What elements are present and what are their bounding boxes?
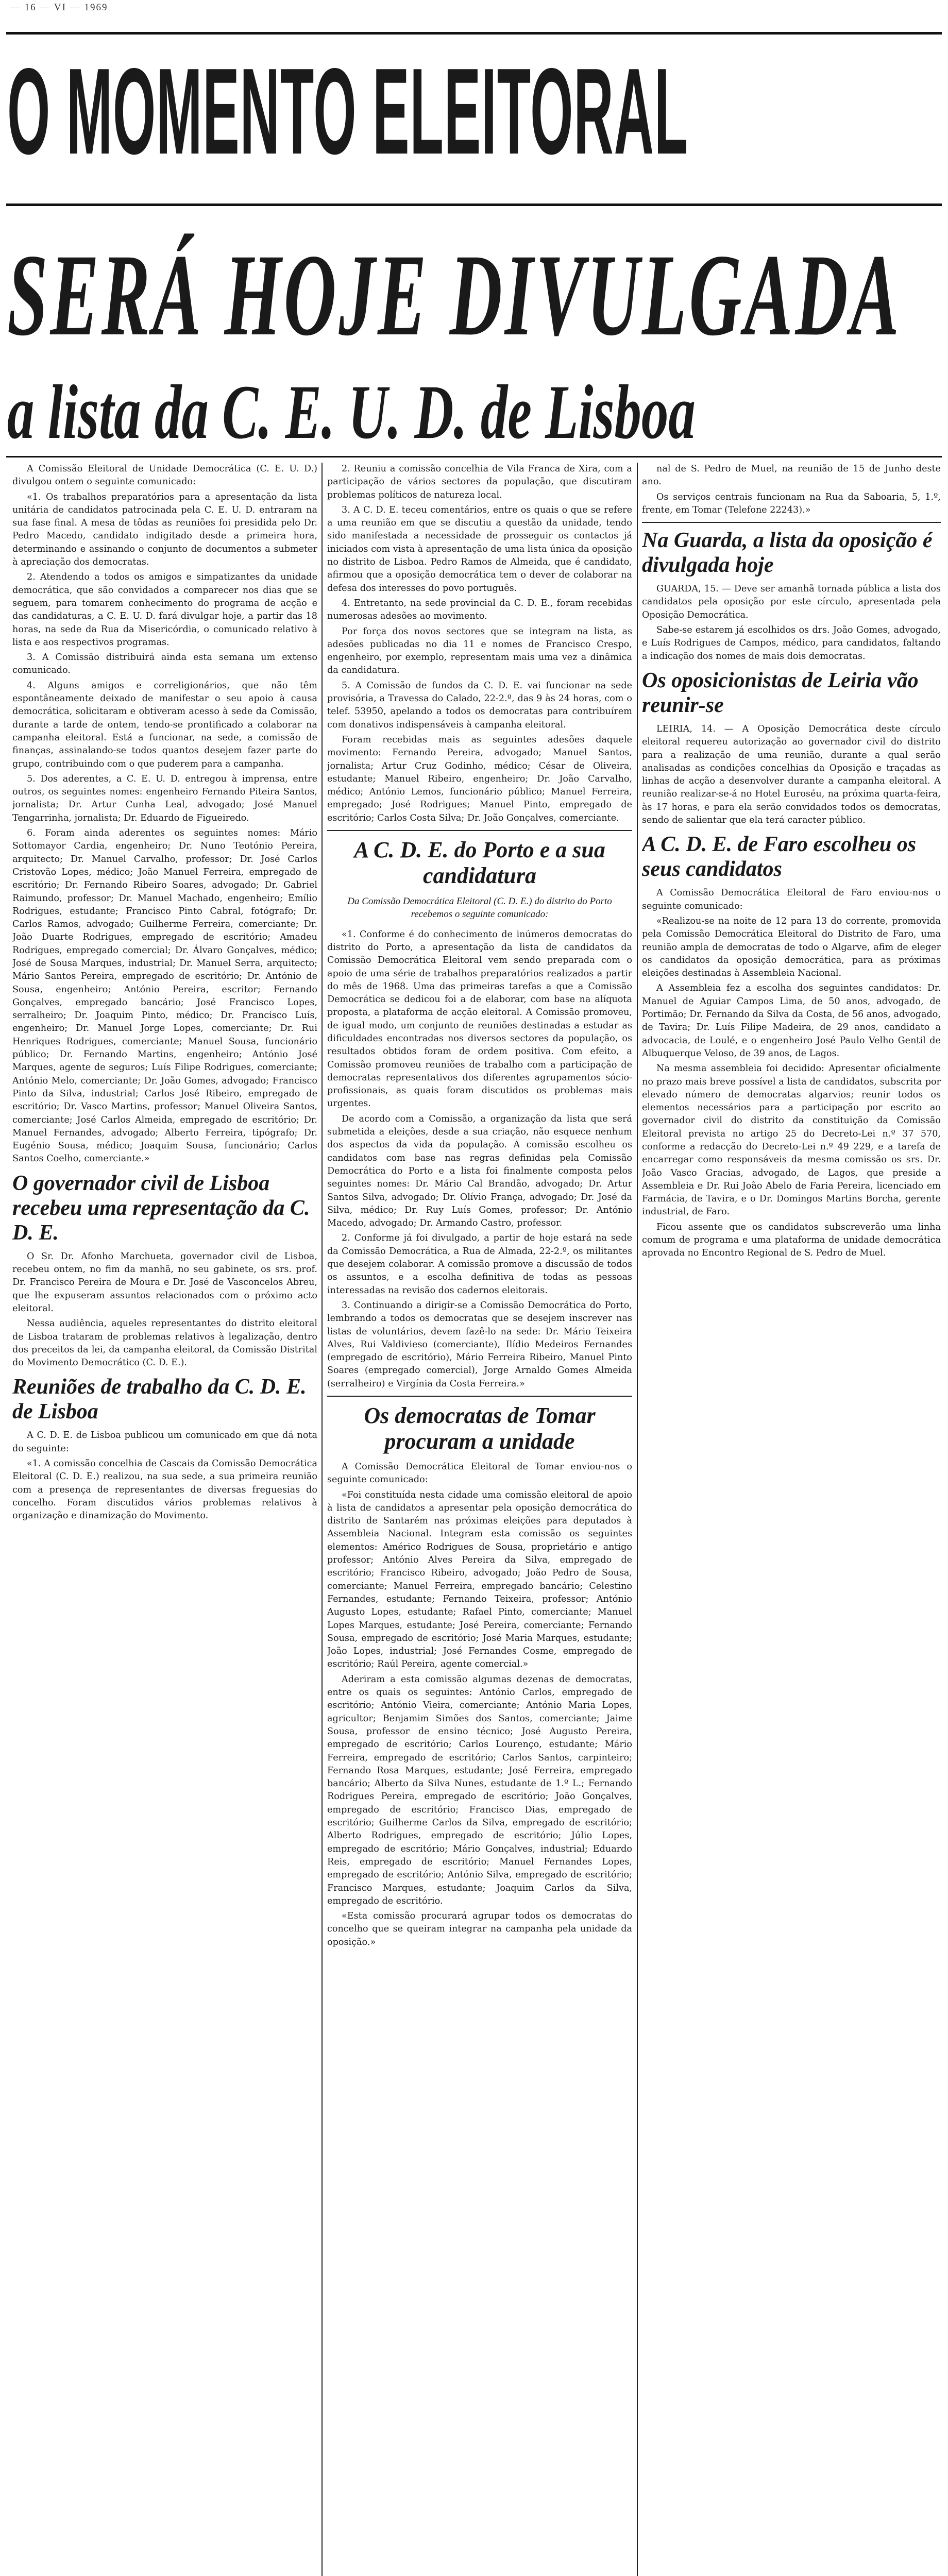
paragraph: 3. A Comissão distribuirá ainda esta semana um extenso comunicado. (12, 652, 317, 676)
date-line: — 16 — VI — 1969 (10, 2, 108, 13)
article-column-3 (642, 463, 941, 2576)
subheading-guarda: Na Guarda, a lista da oposição é divulgada hoje (642, 529, 933, 578)
subheading-faro: A C. D. E. de Faro escolheu os seus candidatos (642, 833, 917, 882)
subheading-tomar: Os democratas de Tomar procuram a unidade (364, 1403, 596, 1454)
paragraph: «1. Conforme é do conhecimento de inúmeros democratas do distrito do Porto, a apresentação da lista de candidatos da Comissão Democrática Eleitoral vem sendo preparada com o apoio de uma série de trabalhos preparatórios realizados a partir do mês de 1968. Uma das primeiras tarefas a que a Comissão Democrática se dedicou foi a de elaborar, com base na alíquota proposta, a plataforma de acção eleitoral. A Comissão promoveu, de igual modo, um conjunto de reuniões destinadas a estudar as dificuldades encontradas nos diversos sectores da população, os resultados obtidos foram de ordem positiva. Com efeito, a Comissão promoveu reuniões de trabalho com a participação de democratas representativos dos diferentes agrupamentos sócio-profissionais, as quais foram discutidos os problemas mais urgentes. (327, 929, 632, 1109)
paragraph: Por força dos novos sectores que se integram na lista, as adesões publicadas no dia 11 e nomes de Francisco Crespo, engenheiro, por exemplo, representam mais uma vez a dinâmica da candidatura. (327, 626, 632, 676)
paragraph: 4. Entretanto, na sede provincial da C. D. E., foram recebidas numerosas adesões ao movimento. (327, 598, 632, 622)
paragraph: 2. Reuniu a comissão concelhia de Vila Franca de Xira, com a participação de vários sectores da população, que discutiram problemas políticos de natureza local. (327, 464, 632, 500)
paragraph: 6. Foram ainda aderentes os seguintes nomes: Mário Sottomayor Cardia, engenheiro; Dr. Nuno Teotónio Pereira, arquitecto; Dr. Manuel Carvalho, professor; Dr. José Carlos Cristovão Lopes, médico; João Manuel Ferreira, empregado de escritório; Dr. Fernando Ribeiro Soares, advogado; Dr. Gabriel Raimundo, professor; Dr. Manuel Machado, engenheiro; Emílio Rodrigues, estudante; Francisco Pinto Cabral, fotógrafo; Dr. Carlos Ramos, advogado; Guilherme Ferreira, comerciante; Dr. João Duarte Rodrigues, empregado de escritório; Amadeu Rodrigues, empregado comercial; Dr. Álvaro Gonçalves, médico; José de Sousa Marques, industrial; Dr. Manuel Serra, arquitecto; Mário Santos Pereira, empregado de escritório; Dr. António de Sousa, engenheiro; António Pereira, escritor; Fernando Gonçalves, empregado bancário; José Francisco Lopes, serralheiro; Dr. Joaquim Pinto, médico; Dr. Francisco Luís, engenheiro; Dr. Manuel Jorge Lopes, comerciante; Dr. Rui Henriques Rodrigues, comerciante; Manuel Sousa, funcionário público; Dr. Fernando Martins, engenheiro; António José Marques, agente de seguros; Luís Filipe Rodrigues, comerciante; António Melo, comerciante; Dr. João Gomes, advogado; Francisco Pinto da Silva, industrial; Carlos José Ribeiro, empregado de escritório; Dr. Vasco Martins, professor; Manuel Oliveira Santos, comerciante; José Carlos Almeida, empregado de escritório; Dr. Manuel Fernandes, advogado; Alberto Ferreira, tipógrafo; Dr. Eugénio Sousa, médico; Joaquim Sousa, funcionário; Carlos Santos Coelho, comerciante.» (12, 828, 317, 1164)
paragraph: nal de S. Pedro de Muel, na reunião de 15 de Junho deste ano. (642, 464, 941, 487)
paragraph: A Comissão Eleitoral de Unidade Democrática (C. E. U. D.) divulgou ontem o seguinte comunicado: (12, 464, 317, 487)
headline-bottom-rule (6, 456, 942, 457)
paragraph: Ficou assente que os candidatos subscreverão uma linha comum de programa e uma plataforma de unidade democrática aprovada no Encontro Regional de S. Pedro de Muel. (642, 1222, 941, 1259)
paragraph: 3. A C. D. E. teceu comentários, entre os quais o que se refere a uma reunião em que se discutiu a questão da unidade, tendo sido manifestada a necessidade de prosseguir os contactos já iniciados com vista à apresentação de uma lista única da oposição no distrito de Lisboa. Pedro Ramos de Almeida, que é candidato, afirmou que a oposição democrática tem o dever de colaborar na defesa dos interesses do povo português. (327, 504, 632, 594)
paragraph: Os serviços centrais funcionam na Rua da Saboaria, 5, 1.º, frente, em Tomar (Telefone 22243).» (642, 492, 941, 515)
subheading-porto: A C. D. E. do Porto e a sua candidatura (354, 837, 605, 889)
paragraph: 4. Alguns amigos e correligionários, que não têm espontâneamente deixado de manifestar o seu apoio à causa democrática, solicitaram e obtiveram acesso à sede da Comissão, durante a tarde de ontem, tendo-se prontificado a colaborar na campanha eleitoral. Está a funcionar, na sede, a comissão de finanças, assinalando-se todos quantos desejem fazer parte do grupo, contribuindo com o que puderem para a campanha. (12, 680, 317, 769)
column-divider-2 (637, 463, 638, 2576)
paragraph: 5. A Comissão de fundos da C. D. E. vai funcionar na sede provisória, a Travessa do Calado, 22-2.º, das 9 às 24 horas, com o telef. 53950, apelando a todos os democratas para contribuírem com donativos indispensáveis à campanha eleitoral. (327, 680, 632, 730)
paragraph: A Comissão Democrática Eleitoral de Tomar enviou-nos o seguinte comunicado: (327, 1462, 632, 1485)
paragraph: Foram recebidas mais as seguintes adesões daquele movimento: Fernando Pereira, advogado; Manuel Santos, jornalista; Artur Cruz Godinho, médico; César de Oliveira, estudante; Manuel Ribeiro, engenheiro; Dr. João Carvalho, médico; António Lemos, funcionário público; Manuel Ferreira, empregado; José Rodrigues; Manuel Pinto, empregado de escritório; Carlos Costa Silva; Dr. João Gonçalves, comerciante. (327, 734, 632, 823)
paragraph: Na mesma assembleia foi decidido: Apresentar oficialmente no prazo mais breve possível a lista de candidatos, subscrita por elevado número de democratas algarvios; reunir todos os elementos necessários para a participação por escrito ao governador civil do distrito da constituição da Comissão Eleitoral prevista no artigo 25 do Decreto-Lei n.º 37 570, conforme a redacção do Decreto-Lei n.º 49 229, e a tarefa de encarregar como responsáveis da mesma comissão os srs. Dr. João Vasco Gracias, advogado, de Lagos, que preside a Assembleia e Dr. Rui João Abelo de Faria Pereira, licenciado em Farmácia, de Tavira, e o Dr. Domingos Martins Borcha, gerente industrial, de Faro. (642, 1063, 941, 1217)
paragraph: O Sr. Dr. Afonho Marchueta, governador civil de Lisboa, recebeu ontem, no fim da manhã, no seu gabinete, os srs. prof. Dr. Francisco Pereira de Moura e Dr. José de Vasconcelos Abreu, que lhe expuseram assuntos relacionados com o próximo acto eleitoral. (12, 1251, 317, 1314)
headline-section-title: O MOMENTO ELEITORAL (7, 43, 689, 180)
section-rule (642, 522, 941, 523)
article-column-1 (12, 463, 317, 2576)
section-rule (327, 830, 632, 831)
column-divider-1 (321, 463, 323, 2576)
subheading-governador: O governador civil de Lisboa recebeu uma representação da C. D. E. (12, 1171, 310, 1245)
paragraph: 2. Conforme já foi divulgado, a partir de hoje estará na sede da Comissão Democrática, a Rua de Almada, 22-2.º, os militantes que desejem colaborar. A comissão promove a discussão de todos os assuntos, e a escolha definitiva de todas as pessoas interessadas na revisão dos cadernos eleitorais. (327, 1233, 632, 1296)
paragraph: A Assembleia fez a escolha dos seguintes candidatos: Dr. Manuel de Aguiar Campos Lima, de 50 anos, advogado, de Portimão; Dr. Fernando da Silva da Costa, de 56 anos, advogado, de Tavira; Dr. Luís Filipe Madeira, de 29 anos, candidato a advocacia, de Loulé, e o engenheiro José Paulo Velho Gentil de Albuquerque Veloso, de 39 anos, de Lagos. (642, 983, 941, 1059)
paragraph: 5. Dos aderentes, a C. E. U. D. entregou à imprensa, entre outros, os seguintes nomes: engenheiro Fernando Piteira Santos, jornalista; Dr. Artur Cunha Leal, advogado; José Manuel Tengarrinha, jornalista; Dr. Eduardo de Figueiredo. (12, 773, 317, 823)
headline-sub: a lista da C. E. U. D. de Lisboa (7, 369, 696, 455)
paragraph: «Realizou-se na noite de 12 para 13 do corrente, promovida pela Comissão Democrática Eleitoral do Distrito de Faro, uma reunião ampla de democratas de todo o Algarve, afim de eleger os candidatos da oposição democrática, para as próximas eleições destinadas à Assembleia Nacional. (642, 916, 941, 979)
top-date-strip (0, 0, 948, 13)
paragraph: 2. Atendendo a todos os amigos e simpatizantes da unidade democrática, que são convidados a comparecer nos dias que se seguem, para tomarem conhecimento do programa de acção e das candidaturas, a C. E. U. D. fará divulgar hoje, a partir das 18 horas, na sede da Rua da Misericórdia, o comunicado relativo à lista e aos respectivos programas. (12, 572, 317, 648)
top-rule (6, 32, 942, 35)
paragraph: Sabe-se estarem já escolhidos os drs. João Gomes, advogado, e Luís Rodrigues de Campos, médico, para candidatos, faltando a indicação dos nomes de mais dois democratas. (642, 625, 941, 662)
subheading-leiria: Os oposicionistas de Leiria vão reunir-se (642, 668, 919, 717)
subheading-reunioes: Reuniões de trabalho da C. D. E. de Lisboa (12, 1375, 307, 1424)
paragraph: LEIRIA, 14. — A Oposição Democrática deste círculo eleitoral requereu autorização ao governador civil do distrito para a realização de uma reunião, durante a qual serão analisadas as condições concelhias da Oposição e traçadas as linhas de acção a desenvolver durante a campanha eleitoral. A reunião realizar-se-á no Hotel Euroséu, na próxima quarta-feira, às 17 horas, e para ela serão convidados todos os democratas, sendo de salientar que ela terá caracter público. (642, 723, 941, 826)
lead-text: Da Comissão Democrática Eleitoral (C. D. E.) do distrito do Porto recebemos o seguinte comunicado: (347, 896, 612, 920)
paragraph: «1. A comissão concelhia de Cascais da Comissão Democrática Eleitoral (C. D. E.) realizou, na sua sede, a sua primeira reunião com a presença de representantes de diversas freguesias do concelho. Foram discutidos vários problemas relativos à organização e dinamização do Movimento. (12, 1459, 317, 1521)
paragraph: «Esta comissão procurará agrupar todos os democratas do concelho que se queiram integrar na campanha pela unidade da oposição.» (327, 1911, 632, 1947)
paragraph: «Foi constituída nesta cidade uma comissão eleitoral de apoio à lista de candidatos a apresentar pela oposição democrática do distrito de Santarém nas próximas eleições para deputados à Assembleia Nacional. Integram esta comissão os seguintes elementos: Américo Rodrigues de Sousa, proprietário e antigo professor; António Alves Pereira da Silva, empregado de escritório; Francisco Ribeiro, advogado; João Pedro de Sousa, comerciante; Manuel Ferreira, empregado bancário; Celestino Fernandes, estudante; Fernando Teixeira, professor; António Augusto Lopes, estudante; Rafael Pinto, comerciante; Manuel Lopes Marques, estudante; José Pereira, comerciante; Fernando Sousa, empregado de escritório; José Maria Marques, estudante; João Lopes, industrial; José Fernandes Cosme, empregado de escritório; Raúl Pereira, agente comercial.» (327, 1489, 632, 1670)
paragraph: GUARDA, 15. — Deve ser amanhã tornada pública a lista dos candidatos pela oposição por este círculo, apresentada pela Oposição Democrática. (642, 584, 941, 620)
paragraph: De acordo com a Comissão, a organização da lista que será submetida a eleições, desde a sua criação, não esquece nenhum dos aspectos da vida da população. A comissão escolheu os candidatos com base nas regras definidas pela Comissão Democrática do Porto e a lista foi finalmente composta pelos seguintes nomes: Dr. Mário Cal Brandão, advogado; Dr. Artur Santos Silva, advogado; Dr. Olívio França, advogado; Dr. José da Silva, médico; Dr. Ruy Luís Gomes, professor; Dr. António Macedo, advogado; Dr. Armando Castro, professor. (327, 1113, 632, 1229)
paragraph: 3. Continuando a dirigir-se a Comissão Democrática do Porto, lembrando a todos os democratas que se desejem inscrever nas listas de voluntários, devem fazê-lo na sede: Dr. Mário Teixeira Alves, Rui Valdivieso (comerciante), Ilídio Medeiros Fernandes (empregado de escritório), Mário Ferreira Ribeiro, Manuel Pinto Soares (empregado comercial), Jorge Arnaldo Gomes Almeida (serralheiro) e Virgínia da Costa Ferreira.» (327, 1300, 632, 1389)
paragraph: A Comissão Democrática Eleitoral de Faro enviou-nos o seguinte comunicado: (642, 888, 941, 911)
section-rule (327, 1396, 632, 1397)
paragraph: Aderiram a esta comissão algumas dezenas de democratas, entre os quais os seguintes: António Carlos, empregado de escritório; António Vieira, comerciante; António Maria Lopes, agricultor; Benjamim Simões dos Santos, comerciante; Jaime Sousa, professor de ensino técnico; José Augusto Pereira, empregado de escritório; Carlos Lourenço, estudante; Mário Ferreira, empregado de escritório; Carlos Santos, carpinteiro; Fernando Rosa Marques, estudante; José Ferreira, empregado bancário; Alberto da Silva Nunes, estudante de 1.º L.; Fernando Rodrigues Pereira, empregado de escritório; João Gonçalves, empregado de escritório; Francisco Dias, empregado de escritório; Guilherme Carlos da Silva, empregado de escritório; Alberto Rodrigues, empregado de escritório; Júlio Lopes, empregado de escritório; Mário Gonçalves, industrial; Eduardo Reis, empregado de escritório; Manuel Fernandes Lopes, empregado de escritório; António Silva, empregado de escritório; Francisco Marques, estudante; Joaquim Carlos da Silva, empregado de escritório. (327, 1674, 632, 1906)
paragraph: A C. D. E. de Lisboa publicou um comunicado em que dá nota do seguinte: (12, 1430, 317, 1454)
paragraph: Nessa audiência, aqueles representantes do distrito eleitoral de Lisboa trataram de problemas relativos à legalização, dentro dos preceitos da lei, da campanha eleitoral, da Comissão Distrital do Movimento Democrático (C. D. E.). (12, 1318, 317, 1368)
paragraph: «1. Os trabalhos preparatórios para a apresentação da lista unitária de candidatos patrocinada pela C. E. U. D. entraram na sua fase final. A mesa de tôdas as reuniões foi presidida pelo Dr. Pedro Macedo, candidato indigitado desde a primeira hora, determinando e assinando o conjunto de documentos a submeter à apreciação dos democratas. (12, 492, 317, 568)
headline-main: SERÁ HOJE DIVULGADA (7, 230, 902, 360)
headline-rule (6, 204, 942, 206)
article-column-2 (327, 463, 632, 2576)
